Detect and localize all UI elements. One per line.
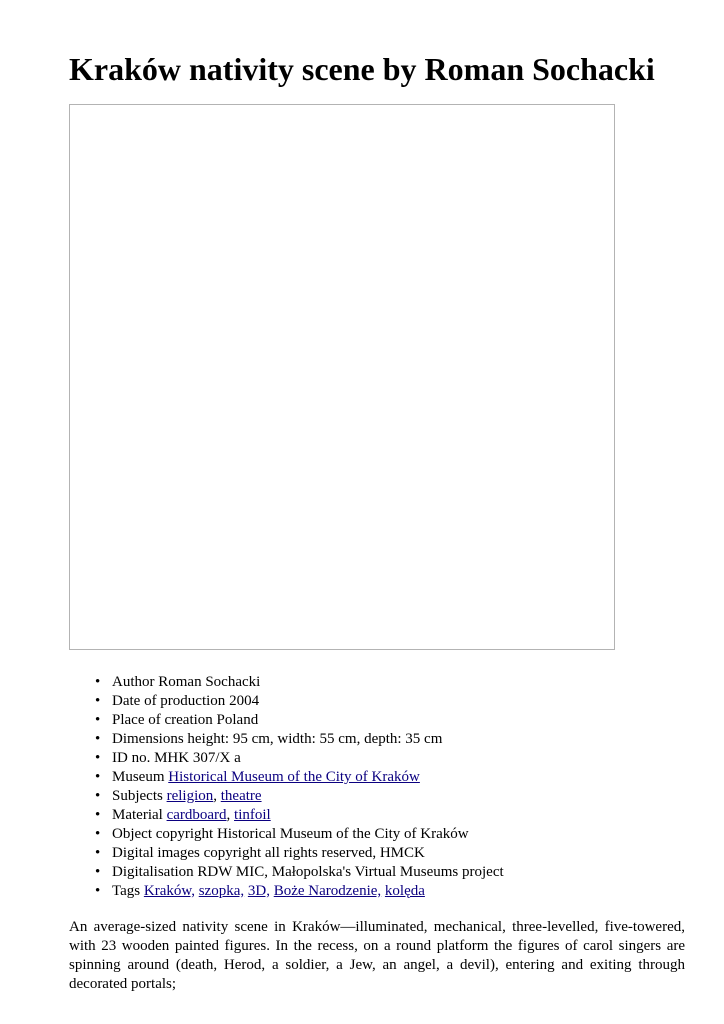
museum-link[interactable]: Historical Museum of the City of Kraków: [168, 769, 420, 785]
place-label: Place of creation: [112, 712, 213, 728]
list-item-digitalisation: [112, 863, 504, 882]
author-label: Author: [112, 674, 155, 690]
list-item-date: [112, 692, 504, 711]
digitalisation-value: RDW MIC, Małopolska's Virtual Museums project: [197, 864, 504, 880]
object-copyright-label: Object copyright: [112, 826, 214, 842]
list-item-material: • Material cardboard, tinfoil: [112, 806, 504, 825]
object-copyright-value: Historical Museum of the City of Kraków: [216, 826, 469, 842]
digitalisation-label: Digitalisation: [112, 864, 194, 880]
subject-link-religion[interactable]: religion: [166, 788, 214, 804]
tag-link-boze-narodzenie[interactable]: Boże Narodzenie,: [273, 883, 382, 899]
tags-label: Tags: [112, 883, 141, 899]
tag-link-3d[interactable]: 3D,: [247, 883, 270, 899]
list-item-images-copyright: [112, 844, 504, 863]
date-value: 2004: [229, 693, 260, 709]
description-paragraph: An average-sized nativity scene in Kraków—illuminated, mechanical, three-levelled, five-towered, with 23 wooden painted figures. In the recess, on a round platform the figures of carol singers are spinning around (death, Herod, a soldier, a Jew, an angel, a devil), entering and exiting through decorated portals;: [69, 919, 685, 992]
subjects-label: Subjects: [112, 788, 163, 804]
id-value: MHK 307/X a: [154, 750, 241, 766]
list-item-museum: [112, 768, 504, 787]
material-link-cardboard[interactable]: cardboard: [166, 807, 227, 823]
dimensions-label: Dimensions: [112, 731, 184, 747]
images-copyright-value: all rights reserved, HMCK: [264, 845, 425, 861]
artwork-image: [69, 104, 615, 650]
dimensions-value: height: 95 cm, width: 55 cm, depth: 35 cm: [187, 731, 443, 747]
material-label: Material: [112, 807, 163, 823]
images-copyright-label: Digital images copyright: [112, 845, 262, 861]
list-item-subjects: • Subjects religion, theatre: [112, 787, 504, 806]
page-title: Kraków nativity scene by Roman Sochacki: [69, 51, 655, 87]
id-label: ID no.: [112, 750, 151, 766]
date-label: Date of production: [112, 693, 226, 709]
tag-link-koleda[interactable]: kolęda: [384, 883, 425, 899]
list-item-author: [112, 673, 504, 692]
tag-link-krakow[interactable]: Kraków,: [143, 883, 195, 899]
place-value: Poland: [216, 712, 259, 728]
list-item-id: [112, 749, 504, 768]
list-item-tags: [112, 882, 504, 901]
list-item-object-copyright: [112, 825, 504, 844]
subject-link-theatre[interactable]: theatre: [220, 788, 262, 804]
author-value: Roman Sochacki: [158, 674, 261, 690]
museum-label: Museum: [112, 769, 165, 785]
tag-link-szopka[interactable]: szopka,: [198, 883, 245, 899]
list-item-place: [112, 711, 504, 730]
list-item-dimensions: [112, 730, 504, 749]
material-link-tinfoil[interactable]: tinfoil: [234, 807, 271, 823]
metadata-list: [112, 673, 504, 901]
